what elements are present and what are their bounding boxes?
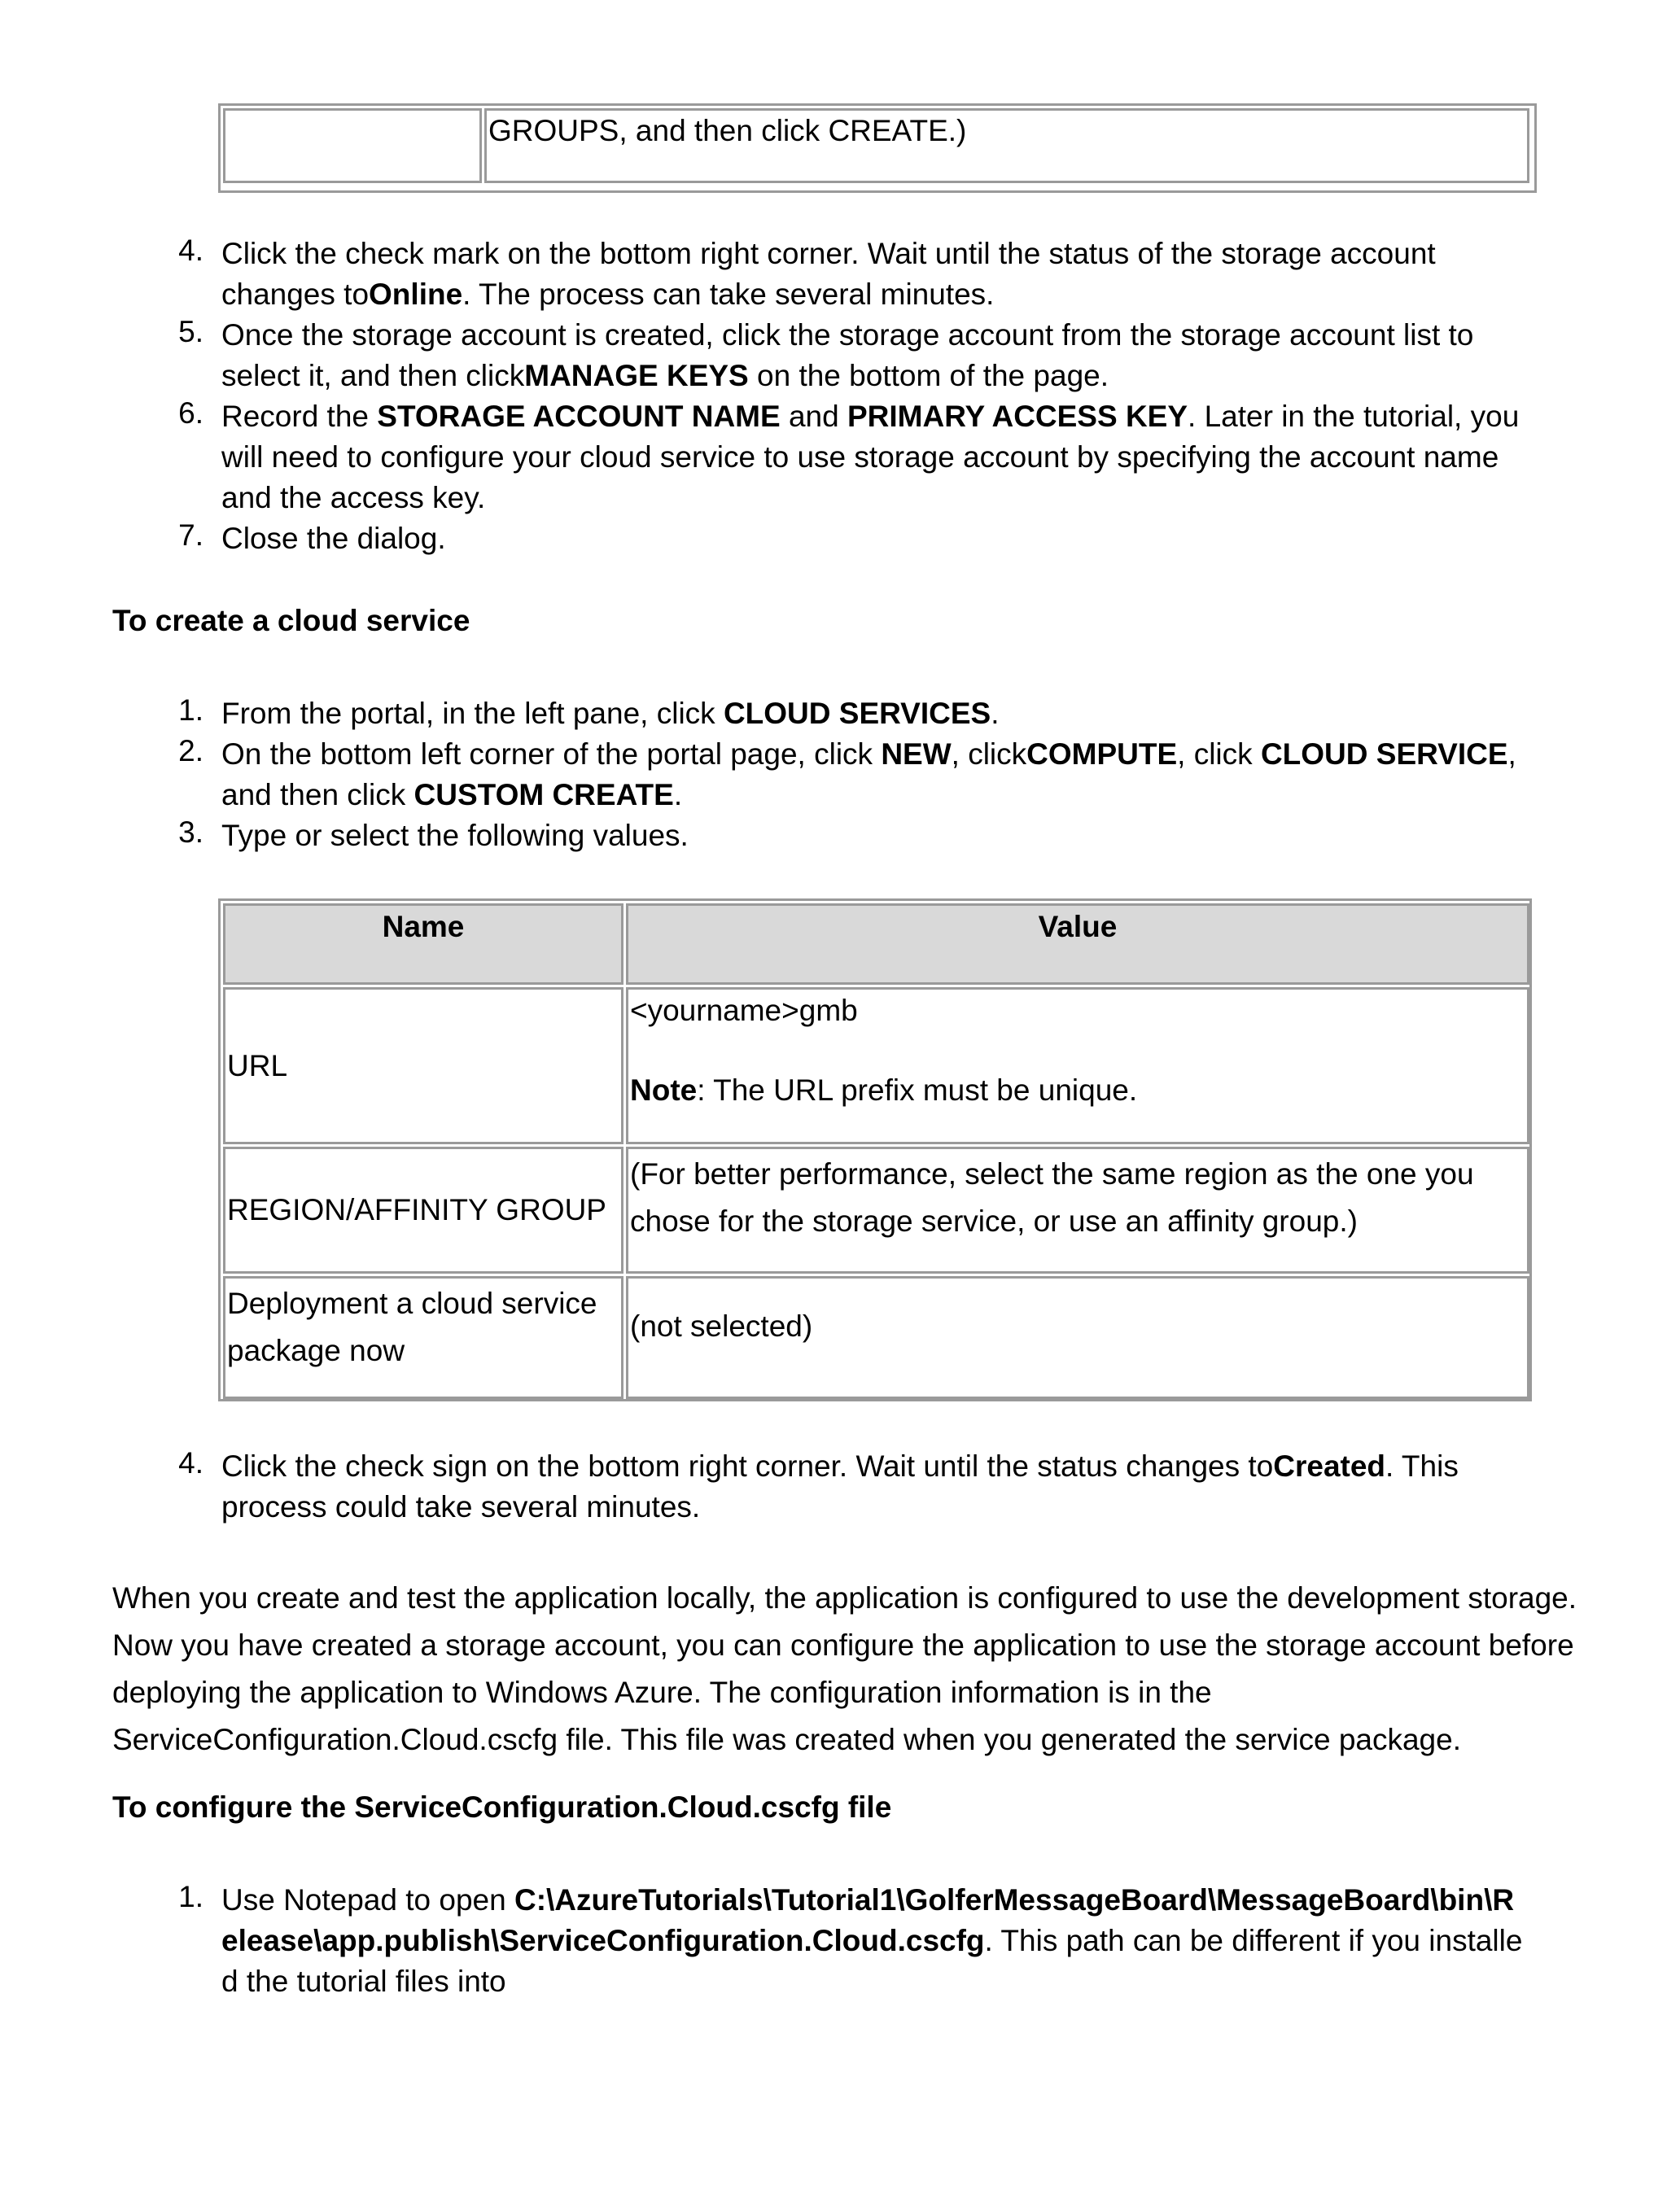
text-run: . This path can be different if you installed the tutorial files into bbox=[221, 1924, 1523, 1998]
text-run: , click bbox=[951, 737, 1027, 771]
text-run: , click bbox=[1177, 737, 1261, 771]
table-row-url-value bbox=[626, 987, 1529, 1144]
table-row-region-name: REGION/AFFINITY GROUP bbox=[223, 1147, 623, 1274]
text-run: . bbox=[673, 778, 683, 811]
bold-text: COMPUTE bbox=[1026, 737, 1178, 771]
list-number: 2. bbox=[178, 734, 203, 767]
text-run: Click the check mark on the bottom right corner. Wait until the status of the storage account changes to bbox=[221, 237, 1436, 311]
text-run: Click the check sign on the bottom right corner. Wait until the status changes to bbox=[221, 1449, 1274, 1483]
bold-text: Online bbox=[369, 278, 463, 311]
bold-text: CUSTOM CREATE bbox=[413, 778, 674, 811]
section-heading-configure: To configure the ServiceConfiguration.Cloud.cscfg file bbox=[112, 1790, 892, 1824]
top-table-left-cell bbox=[223, 108, 482, 183]
table-header-name: Name bbox=[223, 903, 623, 985]
url-value-text: <yourname>gmb bbox=[630, 994, 858, 1027]
list-number: 5. bbox=[178, 315, 203, 348]
bold-text: PRIMARY ACCESS KEY bbox=[847, 400, 1188, 433]
bold-text: MANAGE KEYS bbox=[524, 359, 749, 392]
table-row-deploy-name: Deployment a cloud service package now bbox=[223, 1276, 623, 1399]
text-run: Close the dialog. bbox=[221, 522, 446, 555]
text-run: and bbox=[780, 400, 847, 433]
text-run: . Later in the tutorial, you will need to configure your cloud service to use storage account by specifying the account name and the access key. bbox=[221, 400, 1520, 514]
text-run: From the portal, in the left pane, click bbox=[221, 697, 724, 730]
list-number: 4. bbox=[178, 234, 203, 267]
table-row-region-value: (For better performance, select the same region as the one you chose for the storage service, or use an affinity group.) bbox=[626, 1147, 1529, 1274]
list-number: 1. bbox=[178, 1880, 203, 1913]
text-run: , and then click bbox=[221, 737, 1516, 811]
list-number: 1. bbox=[178, 693, 203, 727]
bold-text: Created bbox=[1273, 1449, 1386, 1483]
list-number: 4. bbox=[178, 1446, 203, 1480]
text-run: Type or select the following values. bbox=[221, 819, 689, 852]
list-item bbox=[221, 1880, 1524, 2002]
top-table-text: GROUPS, and then click CREATE.) bbox=[488, 114, 967, 147]
list-item bbox=[221, 1446, 1540, 1528]
list-number: 6. bbox=[178, 396, 203, 430]
text-run: . bbox=[991, 697, 1000, 730]
list-item bbox=[221, 693, 1556, 734]
list-number: 3. bbox=[178, 815, 203, 849]
list-item bbox=[221, 315, 1556, 396]
values-table bbox=[218, 898, 1532, 1401]
list-number: 7. bbox=[178, 518, 203, 552]
text-run: Record the bbox=[221, 400, 378, 433]
list-item bbox=[221, 734, 1532, 815]
text-run: On the bottom left corner of the portal page, click bbox=[221, 737, 882, 771]
table-header-value: Value bbox=[626, 903, 1529, 985]
url-note: Note: The URL prefix must be unique. bbox=[630, 1073, 1138, 1107]
list-item bbox=[221, 518, 1556, 559]
bold-text: CLOUD SERVICE bbox=[1260, 737, 1508, 771]
body-paragraph: When you create and test the application locally, the application is configured to use the development storage. Now you have created a storage account, you can configure the application to use the storage account before deploying the application to Windows Azure. The configuration information is in the ServiceConfiguration.Cloud.cscfg file. This file was created when you generated the service package. bbox=[112, 1581, 1577, 1756]
table-row-url-name: URL bbox=[223, 987, 623, 1144]
list-item bbox=[221, 396, 1540, 518]
text-run: . This process could take several minutes. bbox=[221, 1449, 1459, 1523]
section-heading-cloud-service: To create a cloud service bbox=[112, 604, 470, 637]
text-run: Use Notepad to open bbox=[221, 1883, 514, 1917]
bold-text: NEW bbox=[881, 737, 952, 771]
bold-text: STORAGE ACCOUNT NAME bbox=[377, 400, 781, 433]
list-item bbox=[221, 234, 1556, 315]
text-run: on the bottom of the page. bbox=[748, 359, 1109, 392]
text-run: Once the storage account is created, click the storage account from the storage account list to select it, and then click bbox=[221, 318, 1474, 392]
bold-text: C:\AzureTutorials\Tutorial1\GolferMessageBoard\MessageBoard\bin\Release\app.publish\ServiceConfiguration.Cloud.cscfg bbox=[221, 1883, 1515, 1957]
list-item bbox=[221, 815, 1556, 856]
bold-text: CLOUD SERVICES bbox=[723, 697, 991, 730]
text-run: . The process can take several minutes. bbox=[462, 278, 995, 311]
table-row-deploy-value: (not selected) bbox=[626, 1276, 1529, 1399]
top-table bbox=[218, 103, 1537, 193]
top-table-right-cell bbox=[484, 108, 1529, 183]
